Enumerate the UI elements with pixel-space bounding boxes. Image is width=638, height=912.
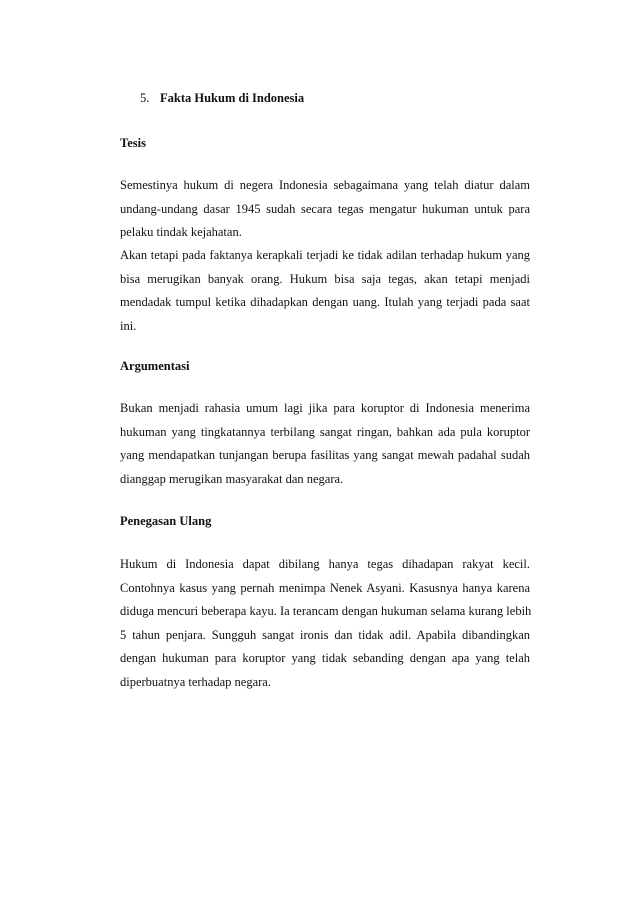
penegasan-title: Penegasan Ulang	[120, 514, 212, 528]
paragraph-line: ini.	[120, 318, 137, 333]
tesis-paragraph-2	[120, 244, 530, 338]
argumentasi-title: Argumentasi	[120, 359, 190, 373]
heading-number: 5.	[140, 91, 150, 105]
paragraph-line: Hukum di Indonesia dapat dibilang hanya tegas dihadapan rakyat kecil.	[120, 557, 530, 571]
paragraph-line: undang-undang dasar 1945 sudah secara tegas mengatur hukuman untuk para	[120, 201, 530, 216]
paragraph-line: dianggap merugikan masyarakat dan negara.	[120, 471, 344, 486]
paragraph-line: diperbuatnya terhadap negara.	[120, 674, 271, 689]
paragraph-line: mendadak tumpul ketika dihadapkan dengan uang. Itulah yang terjadi pada saat	[120, 295, 530, 309]
paragraph-line: pelaku tindak kejahatan.	[120, 225, 242, 239]
paragraph-line: Akan tetapi pada faktanya kerapkali terjadi ke tidak adilan terhadap hukum yang	[120, 248, 530, 262]
paragraph-line: diduga mencuri beberapa kayu. Ia terancam dengan hukuman selama kurang lebih	[120, 604, 532, 618]
heading-title: Fakta Hukum di Indonesia	[160, 91, 305, 105]
paragraph-line: bisa merugikan banyak orang. Hukum bisa saja tegas, akan tetapi menjadi	[120, 271, 530, 286]
paragraph-line: Contohnya kasus yang pernah menimpa Nenek Asyani. Kasusnya hanya karena	[120, 580, 530, 595]
paragraph-line: Semestinya hukum di negera Indonesia sebagaimana yang telah diatur dalam	[120, 178, 530, 192]
tesis-title: Tesis	[120, 136, 146, 150]
paragraph-line: yang mendapatkan tunjangan berupa fasilitas yang sangat mewah padahal sudah	[120, 448, 530, 462]
paragraph-line: 5 tahun penjara. Sungguh sangat ironis dan tidak adil. Apabila dibandingkan	[120, 627, 530, 642]
argumentasi-paragraph	[120, 397, 530, 491]
paragraph-line: hukuman yang tingkatannya terbilang sangat ringan, bahkan ada pula koruptor	[120, 424, 530, 439]
tesis-paragraph-1	[120, 174, 530, 245]
section-heading	[140, 89, 304, 107]
paragraph-line: Bukan menjadi rahasia umum lagi jika para koruptor di Indonesia menerima	[120, 401, 530, 415]
paragraph-line: dengan hukuman para koruptor yang tidak sebanding dengan apa yang telah	[120, 651, 530, 665]
penegasan-paragraph	[120, 553, 530, 694]
